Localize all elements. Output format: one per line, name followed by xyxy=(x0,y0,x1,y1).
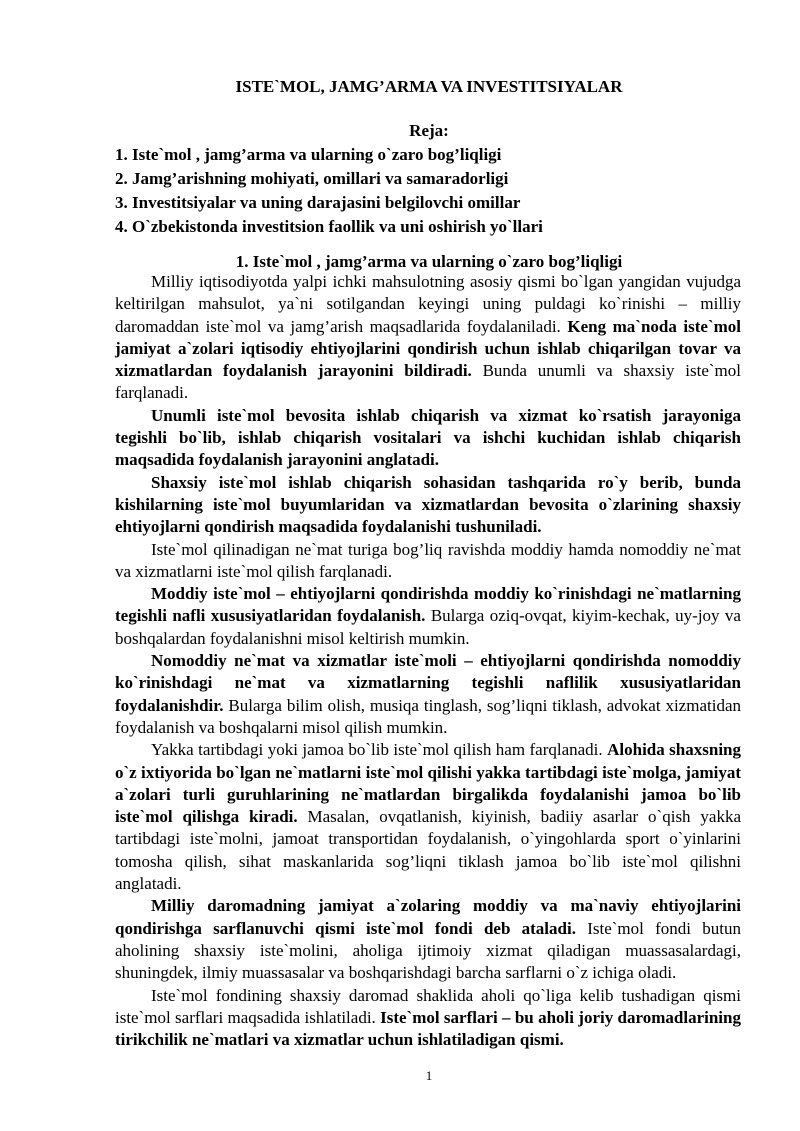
paragraph xyxy=(115,271,741,405)
paragraph xyxy=(115,539,741,584)
body-text xyxy=(115,271,741,1051)
paragraph-text: Iste`mol fondi butun aholining shaxsiy iste`molini, aholiga ijtimoiy xizmat qiladigan muassasalardagi, shuningdek, ilmiy muassasalar va boshqarishdagi barcha sarflarni o`z ichiga oladi. xyxy=(115,918,741,983)
plan-item: 2. Jamg’arishning mohiyati, omillari va samaradorligi xyxy=(115,169,509,188)
page-number: 1 xyxy=(425,1068,433,1083)
paragraph xyxy=(115,472,741,539)
paragraph-bold-text: Nomoddiy ne`mat va xizmatlar iste`moli – ehtiyojlarni qondirishda nomoddiy ko`rinishdagi ne`mat va xizmatlarning tegishli naflilik xususiyatlaridan foydalanishdir. xyxy=(115,651,741,715)
paragraph-bold-text: Keng ma`noda iste`mol jamiyat a`zolari iqtisodiy ehtiyojlarini qondirish uchun ishlab chiqarilgan tovar va xizmatlardan foydalanish jarayonini bildiradi. xyxy=(115,316,742,381)
paragraph-text: Yakka tartibdagi yoki jamoa bo`lib iste`mol qilish ham farqlanadi. xyxy=(151,740,608,760)
plan-item: 1. Iste`mol , jamg’arma va ularning o`zaro bog’liqligi xyxy=(115,145,502,164)
paragraph xyxy=(115,985,741,1052)
paragraph-text: Masalan, ovqatlanish, kiyinish, badiiy asarlar o`qish yakka tartibdagi iste`molni, jamoat transportidan foydalanish, o`yingohlarda sport o`yinlarini tomosha qilish, sihat maskanlarida sog’liqni tiklash jamoa bo`lib iste`mol qilishni anglatadi. xyxy=(115,807,742,894)
paragraph-bold-text: Iste`mol sarflari – bu aholi joriy daromadlarining tirikchilik ne`matlari va xizmatlar uchun ishlatiladigan qismi. xyxy=(115,1007,741,1050)
paragraph-bold-text: Moddiy iste`mol – ehtiyojlarni qondirishda moddiy ko`rinishdagi ne`matlarning tegishli nafli xususiyatlaridan foydalanish. xyxy=(115,584,741,626)
paragraph xyxy=(115,583,741,650)
plan-heading: Reja: xyxy=(409,121,449,140)
paragraph-bold-text: Milliy daromadning jamiyat a`zolaring moddiy va ma`naviy ehtiyojlarini qondirishga sarflanuvchi qismi iste`mol fondi deb ataladi. xyxy=(115,896,741,938)
paragraph-text: Bularga oziq-ovqat, kiyim-kechak, uy-joy va boshqalardan foydalanishni misol keltirish mumkin. xyxy=(115,606,741,648)
paragraph-text: Bularga bilim olish, musiqa tinglash, sog’liqni tiklash, advokat xizmatidan foydalanish va boshqalarni misol qilish mumkin. xyxy=(115,695,741,737)
section-heading: 1. Iste`mol , jamg’arma va ularning o`zaro bog’liqligi xyxy=(235,252,623,271)
document-title: ISTE`MOL, JAMG’ARMA VA INVESTITSIYALAR xyxy=(235,77,623,96)
plan-list xyxy=(115,143,755,239)
paragraph-bold-text: Unumli iste`mol bevosita ishlab chiqarish va xizmat ko`rsatish jarayoniga tegishli bo`lib, ishlab chiqarish vositalari va ishchi kuchidan ishlab chiqarish maqsadida foydalanish jarayonini anglatadi. xyxy=(115,405,741,470)
paragraph xyxy=(115,895,741,984)
paragraph-text: Bunda unumli va shaxsiy iste`mol farqlanadi. xyxy=(115,361,741,403)
paragraph-text: Iste`mol fondining shaxsiy daromad shaklida aholi qo`liga kelib tushadigan qismi iste`mol sarflari maqsadida ishlatiladi. xyxy=(115,985,741,1027)
paragraph-text: Iste`mol qilinadigan ne`mat turiga bog’liq ravishda moddiy hamda nomoddiy ne`mat va xizmatlarni iste`mol qilish farqlanadi. xyxy=(115,539,741,581)
paragraph xyxy=(115,739,741,895)
paragraph xyxy=(115,405,741,472)
paragraph-bold-text: Alohida shaxsning o`z ixtiyorida bo`lgan ne`matlarni iste`mol qilishi yakka tartibdagi iste`molga, jamiyat a`zolari turli guruhlarining ne`matlardan birgalikda foydalanishi jamoa bo`lib iste`mol qilishga kiradi. xyxy=(115,740,742,827)
paragraph-text: Milliy iqtisodiyotda yalpi ichki mahsulotning asosiy qismi bo`lgan yangidan vujudga keltirilgan mahsulot, ya`ni sotilgandan keyingi uning puldagi ko`rinishi – milliy daromaddan iste`mol va jamg’arish maqsadlarida foydalaniladi. xyxy=(115,272,741,336)
plan-item: 3. Investitsiyalar va uning darajasini belgilovchi omillar xyxy=(115,193,521,212)
plan-item: 4. O`zbekistonda investitsion faollik va uni oshirish yo`llari xyxy=(115,217,543,236)
paragraph-bold-text: Shaxsiy iste`mol ishlab chiqarish sohasidan tashqarida ro`y berib, bunda kishilarning iste`mol buyumlaridan va xizmatlardan bevosita o`zlarining shaxsiy ehtiyojlarni qondirish maqsadida foydalanishi tushuniladi. xyxy=(115,472,741,537)
paragraph xyxy=(115,650,741,739)
